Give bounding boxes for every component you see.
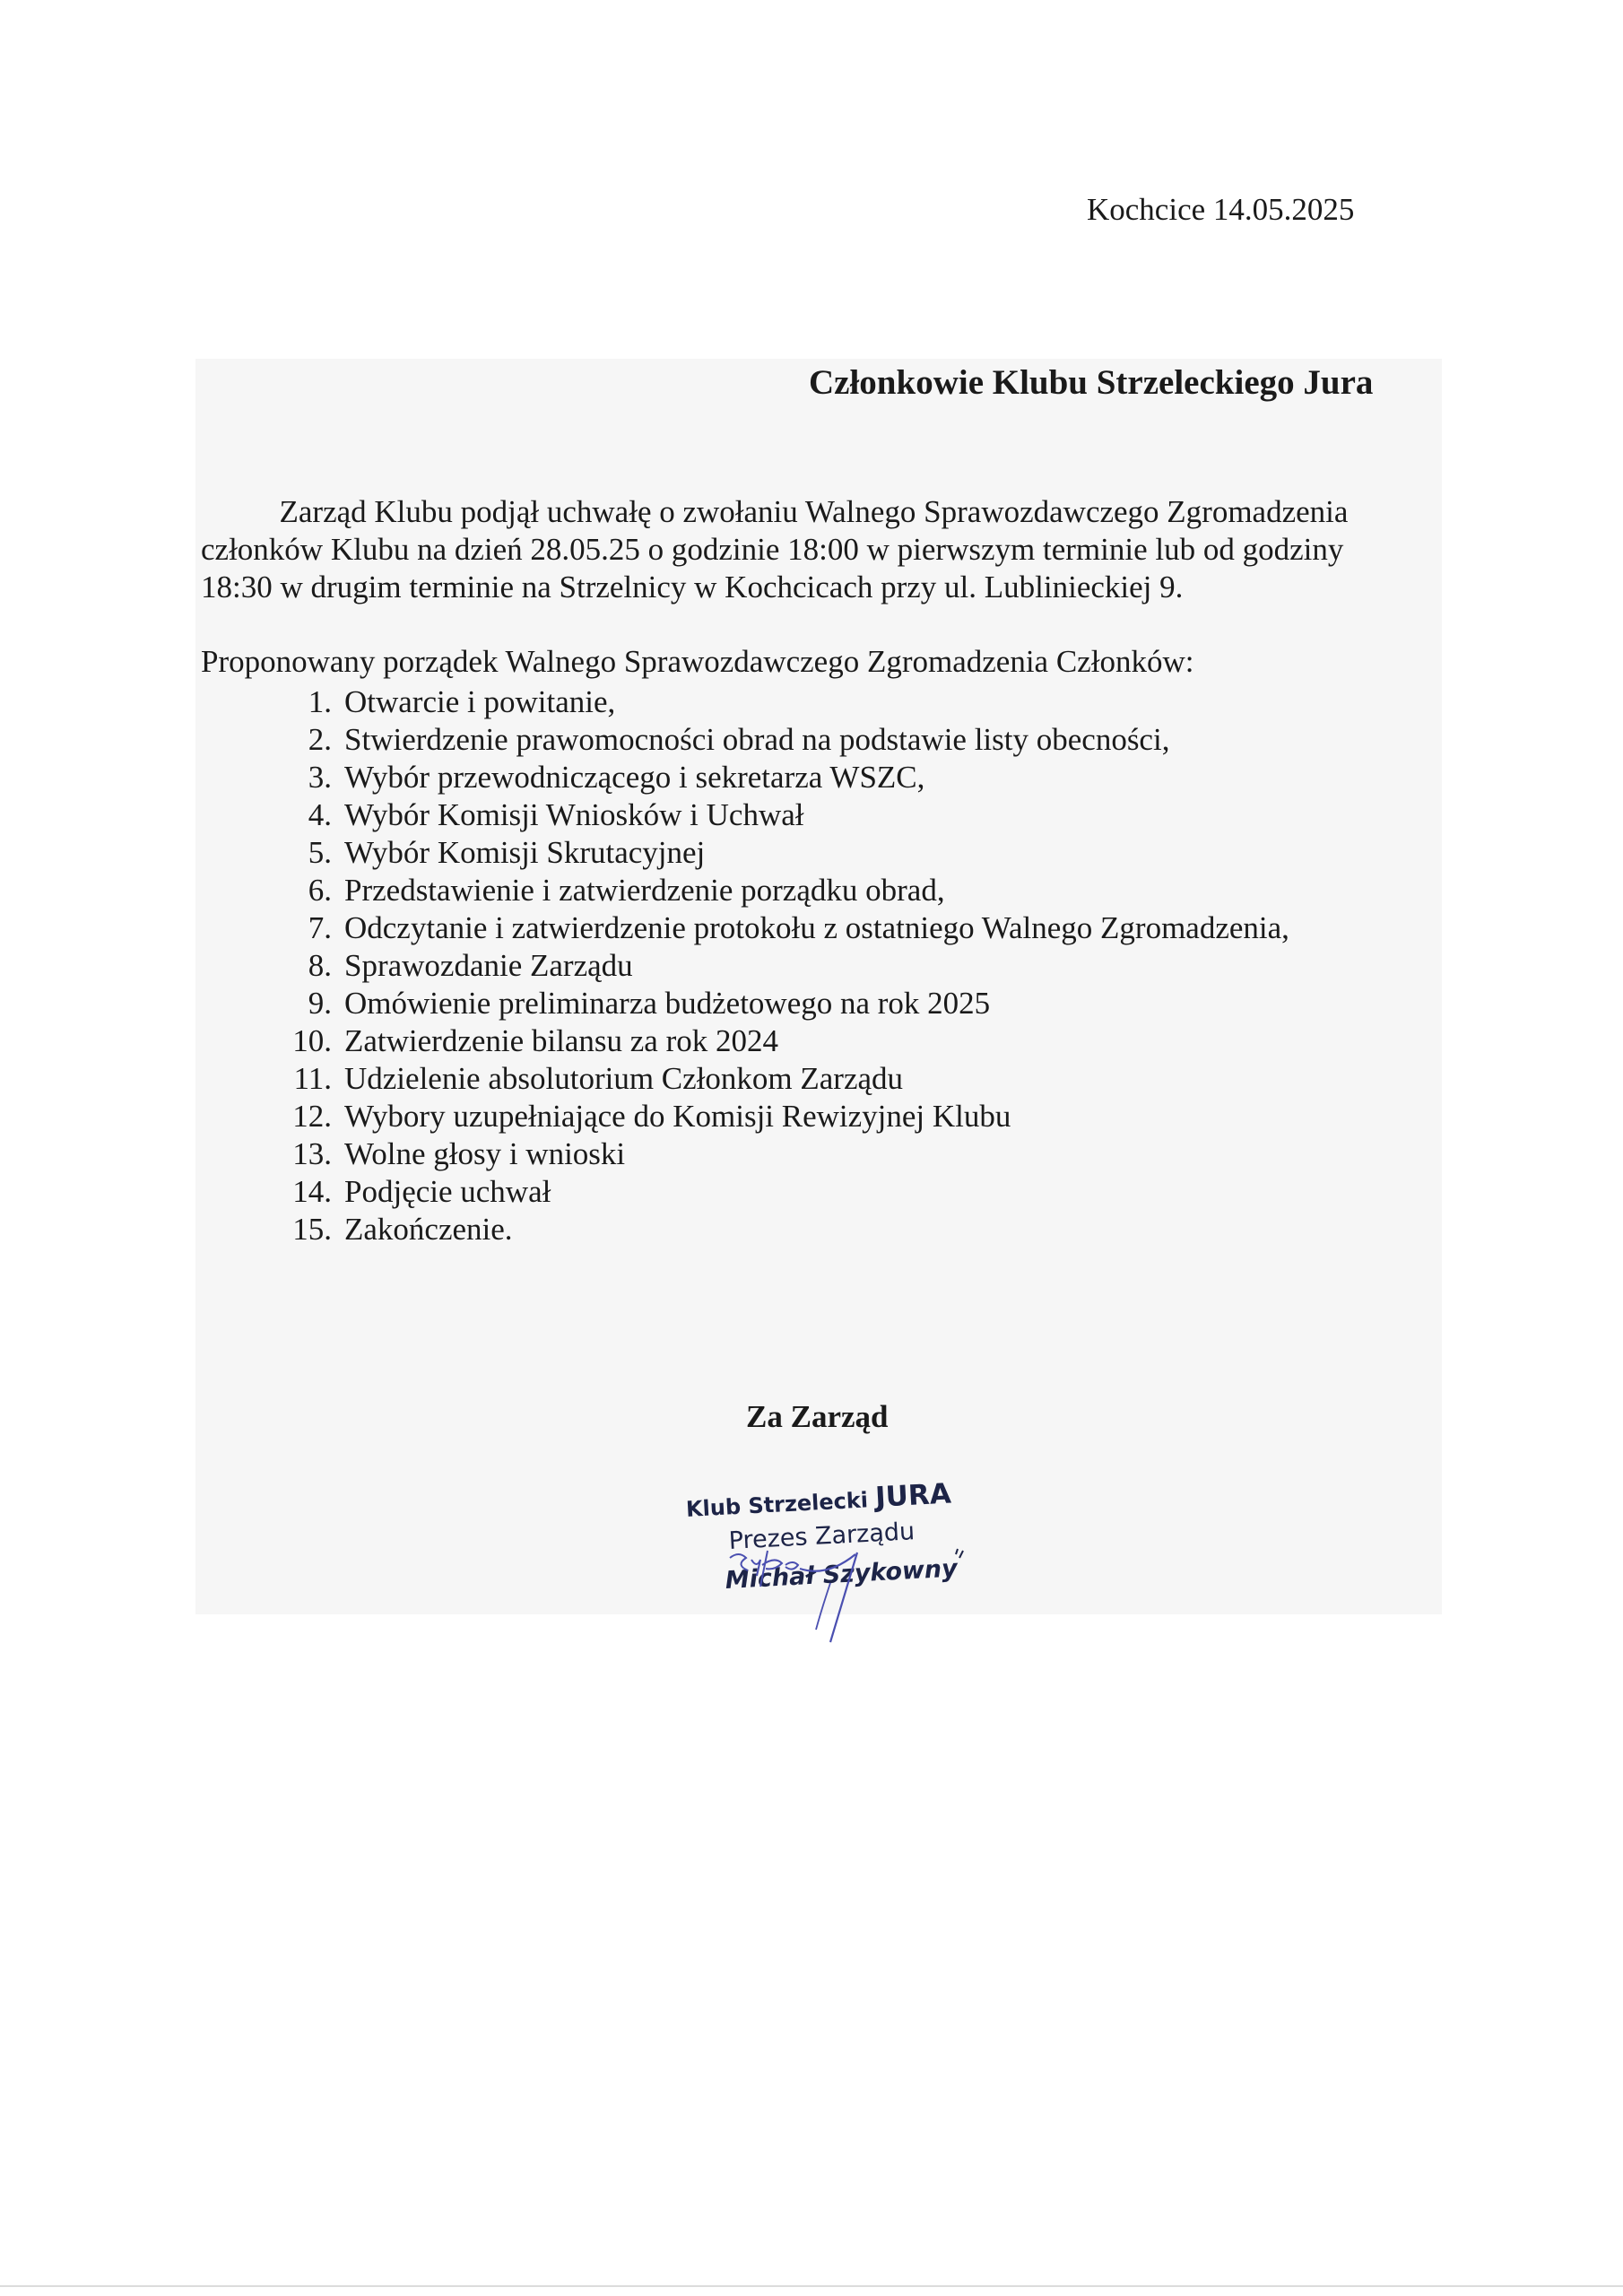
agenda-item xyxy=(269,947,1289,985)
agenda-item-text: Udzielenie absolutorium Członkom Zarządu xyxy=(344,1061,904,1096)
agenda-item xyxy=(269,834,1289,872)
agenda-item-number: 5. xyxy=(308,835,332,870)
agenda-list xyxy=(269,683,1289,1248)
agenda-item xyxy=(269,721,1289,759)
agenda-item-number: 4. xyxy=(308,797,332,832)
agenda-item-text: Wybór Komisji Wniosków i Uchwał xyxy=(344,797,804,832)
agenda-item-text: Sprawozdanie Zarządu xyxy=(344,948,633,983)
body-line-3: 18:30 w drugim terminie na Strzelnicy w Kochcicach przy ul. Lublinieckiej 9. xyxy=(201,570,1184,604)
agenda-item xyxy=(269,985,1289,1022)
signoff: Za Zarząd xyxy=(746,1399,889,1434)
agenda-item-text: Stwierdzenie prawomocności obrad na podstawie listy obecności, xyxy=(344,722,1170,757)
body-line-1: Zarząd Klubu podjął uchwałę o zwołaniu Walnego Sprawozdawczego Zgromadzenia xyxy=(201,494,1349,529)
agenda-item xyxy=(269,1060,1289,1098)
agenda-item-number: 15. xyxy=(292,1212,332,1247)
stamp-org-prefix: Klub Strzelecki xyxy=(685,1486,877,1522)
agenda-item xyxy=(269,1211,1289,1248)
agenda-item xyxy=(269,1135,1289,1173)
agenda-item-number: 9. xyxy=(308,986,332,1021)
agenda-item-text: Omówienie preliminarza budżetowego na rok 2025 xyxy=(344,986,991,1021)
agenda-item xyxy=(269,909,1289,947)
stamp-name: Michał Szykowny xyxy=(725,1554,959,1595)
stamp-role: Prezes Zarządu xyxy=(728,1518,916,1555)
recipient-heading: Członkowie Klubu Strzeleckiego Jura xyxy=(809,363,1374,402)
agenda-item xyxy=(269,796,1289,834)
agenda-item-number: 10. xyxy=(292,1023,332,1058)
agenda-item-text: Wybór przewodniczącego i sekretarza WSZC, xyxy=(344,760,925,795)
agenda-item xyxy=(269,1173,1289,1211)
agenda-item-text: Wolne głosy i wnioski xyxy=(344,1136,626,1171)
agenda-item-number: 14. xyxy=(292,1174,332,1209)
agenda-intro: Proponowany porządek Walnego Sprawozdawczego Zgromadzenia Członków: xyxy=(201,644,1194,679)
agenda-item xyxy=(269,683,1289,721)
stamp xyxy=(674,1475,997,1664)
agenda-item-text: Podjęcie uchwał xyxy=(344,1174,551,1209)
page-bottom-edge xyxy=(0,2285,1623,2287)
agenda-item-text: Wybór Komisji Skrutacyjnej xyxy=(344,835,706,870)
agenda-item-number: 1. xyxy=(308,684,332,719)
agenda-item-text: Wybory uzupełniające do Komisji Rewizyjnej Klubu xyxy=(344,1099,1011,1134)
agenda-item-number: 2. xyxy=(308,722,332,757)
agenda-item-number: 6. xyxy=(308,873,332,908)
agenda-item xyxy=(269,1022,1289,1060)
stamp-org-emphasis: JURA xyxy=(874,1477,952,1514)
agenda-item-text: Otwarcie i powitanie, xyxy=(344,684,616,719)
agenda-item-text: Odczytanie i zatwierdzenie protokołu z ostatniego Walnego Zgromadzenia, xyxy=(344,910,1289,945)
agenda-item-text: Zakończenie. xyxy=(344,1212,513,1247)
agenda-item xyxy=(269,759,1289,796)
place-date: Kochcice 14.05.2025 xyxy=(1087,192,1355,227)
agenda-item-text: Zatwierdzenie bilansu za rok 2024 xyxy=(344,1023,778,1058)
agenda-item-text: Przedstawienie i zatwierdzenie porządku obrad, xyxy=(344,873,945,908)
agenda-item-number: 8. xyxy=(308,948,332,983)
agenda-item-number: 11. xyxy=(293,1061,332,1096)
agenda-item xyxy=(269,1098,1289,1135)
agenda-item-number: 12. xyxy=(292,1099,332,1134)
handwritten-signature xyxy=(674,1475,997,1664)
agenda-item xyxy=(269,872,1289,909)
body-line-2: członków Klubu na dzień 28.05.25 o godzinie 18:00 w pierwszym terminie lub od godziny xyxy=(201,532,1344,567)
agenda-item-number: 3. xyxy=(308,760,332,795)
agenda-item-number: 13. xyxy=(292,1136,332,1171)
agenda-item-number: 7. xyxy=(308,910,332,945)
